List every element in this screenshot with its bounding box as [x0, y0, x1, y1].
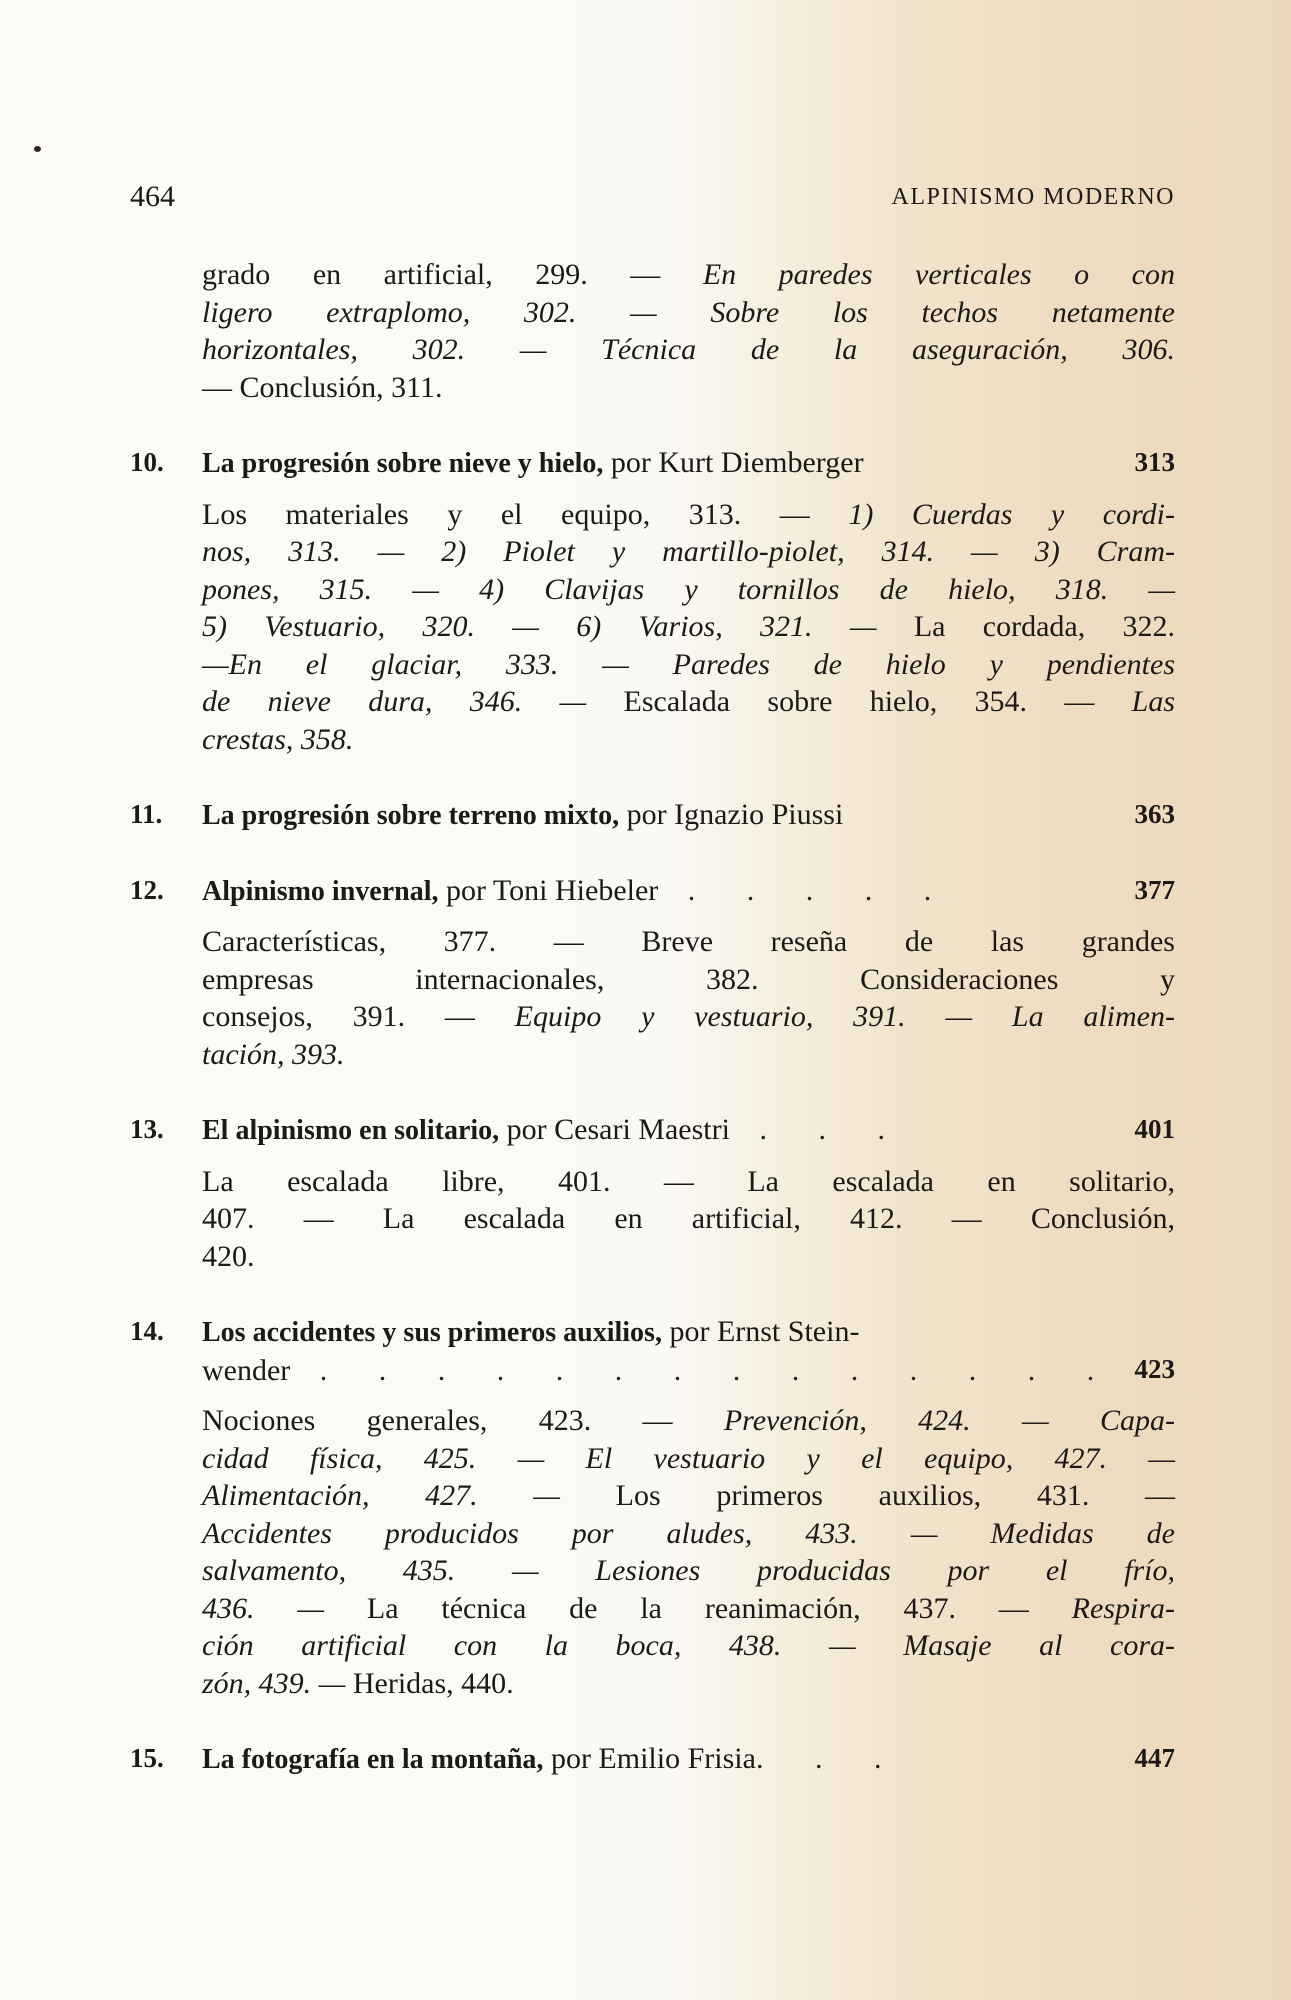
- entry-title: La progresión sobre nieve y hielo,: [202, 448, 604, 479]
- entry-author: por Ignazio Piussi: [619, 798, 844, 831]
- entry-page-number: 423: [1134, 1353, 1175, 1384]
- entry-author-continued: wender: [202, 1353, 291, 1387]
- entry-title-block: [202, 444, 1095, 483]
- entry-author: por Kurt Diemberger: [603, 446, 864, 479]
- text-segment: Los materiales y el equipo, 313. —: [202, 497, 849, 531]
- text-segment: cidad física, 425. — El vestuario y el equipo, 427. —: [202, 1441, 1175, 1475]
- entry-heading: [130, 1111, 1175, 1149]
- text-segment: Escalada sobre hielo, 354. —: [623, 685, 1132, 718]
- text-line: [202, 646, 1175, 684]
- text-segment: Respira-: [1071, 1591, 1175, 1625]
- text-segment: Las: [1131, 685, 1175, 718]
- entry-title: La progresión sobre terreno mixto,: [202, 800, 620, 831]
- running-head: [130, 180, 1175, 224]
- entry-title-line: [202, 444, 1095, 483]
- entry-title-line: [202, 796, 1095, 835]
- text-segment: La técnica de la reanimación, 437. —: [366, 1591, 1072, 1625]
- text-line: [202, 294, 1175, 332]
- text-segment: grado en artificial, 299. —: [202, 258, 703, 291]
- entry-summary: [202, 923, 1175, 1073]
- text-segment: Accidentes producidos por aludes, 433. — Medidas de: [202, 1516, 1175, 1550]
- text-line: [202, 331, 1175, 369]
- text-segment: Equipo y vestuario, 391. — La alimen-: [514, 1000, 1175, 1033]
- entry-title: La fotografía en la montaña,: [202, 1744, 544, 1775]
- entry-title-line: [202, 1740, 1095, 1779]
- entry-title-block: [202, 872, 1095, 911]
- entry-title-line: [202, 872, 1095, 911]
- entry-page-number: 377: [1134, 874, 1175, 905]
- text-line: [202, 1665, 1175, 1703]
- text-line: [202, 1238, 1175, 1276]
- text-segment: ción artificial con la boca, 438. — Masaje al cora-: [202, 1629, 1175, 1662]
- text-segment: nos, 313. — 2) Piolet y martillo-piolet, 314. — 3) Cram-: [202, 535, 1175, 568]
- toc-entry: [130, 1111, 1175, 1275]
- entry-author: por Toni Hiebeler: [438, 873, 659, 907]
- text-segment: Nociones generales, 423. —: [202, 1404, 724, 1437]
- text-segment: 407. — La escalada en artificial, 412. — Conclusión,: [202, 1202, 1175, 1235]
- text-segment: 1) Cuerdas y cordi-: [848, 497, 1175, 531]
- entry-title: Los accidentes y sus primeros auxilios,: [202, 1317, 662, 1348]
- text-segment: — Conclusión, 311.: [202, 370, 443, 404]
- entry-number: 13.: [130, 1114, 164, 1144]
- page-number: 464: [130, 180, 175, 213]
- text-segment: de nieve dura, 346. —: [202, 685, 624, 718]
- entry-page-number: 313: [1134, 447, 1175, 477]
- toc-entry: [130, 872, 1175, 1074]
- text-line: [202, 1590, 1175, 1628]
- toc-entry: [130, 444, 1175, 758]
- text-segment: La escalada libre, 401. — La escalada en solitario,: [202, 1164, 1175, 1198]
- entry-title-line: [202, 1111, 1095, 1150]
- text-line: [202, 1477, 1175, 1515]
- entry-summary: [202, 1163, 1175, 1276]
- text-segment: consejos, 391. —: [202, 1000, 515, 1033]
- text-segment: pones, 315. — 4) Clavijas y tornillos de hielo, 318. —: [202, 572, 1175, 606]
- text-segment: Prevención, 424. — Capa-: [723, 1404, 1175, 1437]
- text-segment: tación, 393.: [202, 1037, 345, 1071]
- text-segment: En paredes verticales o con: [702, 258, 1175, 291]
- text-line: [202, 1036, 1175, 1074]
- text-segment: La cordada, 322.: [913, 610, 1176, 643]
- entry-title-block: [202, 1111, 1095, 1150]
- text-segment: 436. —: [202, 1591, 367, 1625]
- leader-dots: . . .: [755, 1742, 904, 1775]
- entry-title-line: [202, 1352, 1117, 1390]
- entry-number: 11.: [130, 799, 163, 829]
- text-line: [202, 683, 1175, 721]
- entry-title-block: [202, 1740, 1095, 1779]
- entry-summary: [202, 1402, 1175, 1702]
- entry-title-block: [202, 796, 1095, 835]
- entry-heading: [130, 872, 1175, 910]
- entry-author: por Cesari Maestri: [499, 1113, 730, 1146]
- toc-entry: [130, 1740, 1175, 1778]
- entry-title: El alpinismo en solitario,: [202, 1115, 500, 1146]
- entry-heading: [130, 1313, 1175, 1388]
- text-line: [202, 369, 1175, 407]
- entry-number: 15.: [130, 1743, 164, 1773]
- leader-dots: . . . . . . . . . . . . . .: [290, 1353, 1117, 1387]
- text-segment: Alimentación, 427. —: [202, 1479, 616, 1512]
- text-segment: crestas, 358.: [202, 722, 354, 756]
- text-line: [202, 1163, 1175, 1201]
- text-segment: 5) Vestuario, 320. — 6) Varios, 321. —: [202, 610, 914, 643]
- entry-heading: [130, 796, 1175, 834]
- text-line: [202, 998, 1175, 1036]
- entry-page-number: 363: [1134, 799, 1175, 829]
- entry-page-number: 447: [1134, 1743, 1175, 1773]
- entry-heading: [130, 444, 1175, 482]
- text-segment: Características, 377. — Breve reseña de las grandes: [202, 925, 1175, 958]
- text-segment: ligero extraplomo, 302. — Sobre los techos netamente: [202, 295, 1175, 329]
- text-line: [202, 721, 1175, 759]
- text-line: [202, 961, 1175, 999]
- text-segment: horizontales, 302. — Técnica de la aseguración, 306.: [202, 333, 1175, 366]
- entry-author: por Ernst Stein-: [661, 1315, 860, 1348]
- text-line: [202, 256, 1175, 294]
- text-line: [202, 1627, 1175, 1665]
- text-segment: Heridas, 440.: [352, 1666, 514, 1700]
- continuation-paragraph: [202, 256, 1175, 406]
- entry-title-block: [202, 1313, 1117, 1389]
- text-line: [202, 533, 1175, 571]
- entry-number: 12.: [130, 874, 164, 905]
- leader-dots: . . .: [729, 1113, 907, 1146]
- entry-author: por Emilio Frisia: [543, 1742, 756, 1775]
- running-title: ALPINISMO MODERNO: [891, 184, 1175, 210]
- toc-entry: [130, 1313, 1175, 1702]
- text-segment: salvamento, 435. — Lesiones producidas por el frío,: [202, 1554, 1175, 1587]
- entry-number: 14.: [130, 1316, 164, 1346]
- text-line: [202, 1515, 1175, 1553]
- text-line: [202, 608, 1175, 646]
- text-line: [202, 1402, 1175, 1440]
- text-segment: Los primeros auxilios, 431. —: [615, 1479, 1176, 1512]
- table-of-contents: [130, 256, 1175, 1792]
- entry-title: Alpinismo invernal,: [202, 875, 439, 907]
- text-line: [202, 923, 1175, 961]
- ink-speck: [34, 146, 41, 152]
- entry-number: 10.: [130, 447, 164, 477]
- entry-page-number: 401: [1134, 1114, 1175, 1144]
- text-line: [202, 571, 1175, 609]
- text-segment: —En el glaciar, 333. — Paredes de hielo y pendientes: [202, 647, 1175, 681]
- text-segment: zón, 439. —: [202, 1666, 353, 1700]
- entry-title-line: [202, 1313, 1095, 1352]
- text-line: [202, 496, 1175, 534]
- entry-summary: [202, 496, 1175, 759]
- text-segment: empresas internacionales, 382. Consideraciones y: [202, 962, 1175, 996]
- entries-list: [130, 444, 1175, 1778]
- text-segment: 420.: [202, 1239, 255, 1273]
- text-line: [202, 1552, 1175, 1590]
- entry-heading: [130, 1740, 1175, 1778]
- text-line: [202, 1440, 1175, 1478]
- toc-entry: [130, 796, 1175, 834]
- leader-dots: . . . . .: [658, 873, 954, 907]
- text-line: [202, 1200, 1175, 1238]
